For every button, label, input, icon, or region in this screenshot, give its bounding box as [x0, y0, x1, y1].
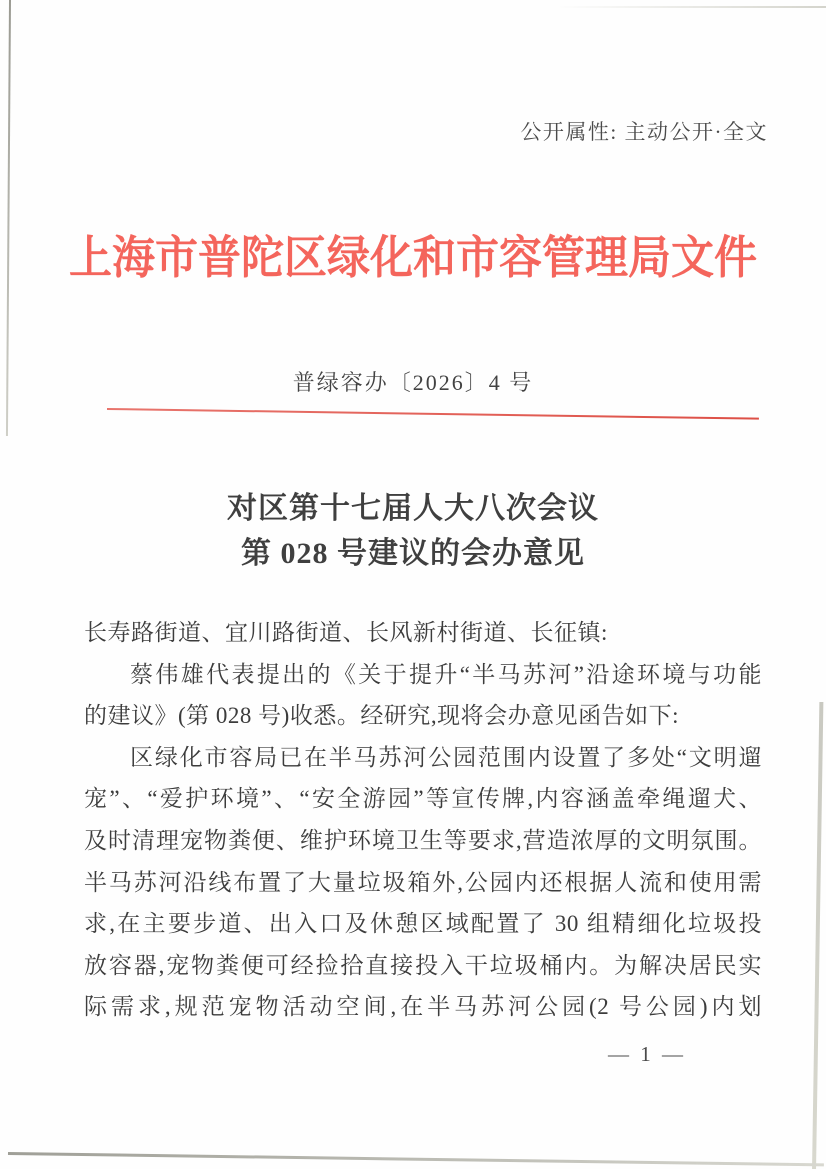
body-line: 半马苏河沿线布置了大量垃圾箱外,公园内还根据人流和使用需	[84, 869, 762, 895]
scan-edge-top	[556, 6, 826, 8]
body-line: 宠”、“爱护环境”、“安全游园”等宣传牌,内容涵盖牵绳遛犬、	[84, 786, 762, 812]
body-line: 区绿化市容局已在半马苏河公园范围内设置了多处“文明遛	[130, 744, 762, 770]
red-divider-rule	[107, 408, 759, 420]
scan-edge-bottom	[8, 1152, 824, 1166]
body-line: 放容器,宠物粪便可经捡拾直接投入干垃圾桶内。为解决居民实	[84, 952, 762, 978]
body-line: 及时清理宠物粪便、维护环境卫生等要求,营造浓厚的文明氛围。	[84, 827, 762, 853]
subject-title-line1: 对区第十七届人大八次会议	[227, 492, 599, 525]
page-number: — 1 —	[608, 1042, 686, 1066]
document-number: 普绿容办〔2026〕4 号	[292, 370, 534, 395]
body-line: 的建议》(第 028 号)收悉。经研究,现将会办意见函告如下:	[84, 703, 679, 729]
subject-title	[0, 486, 826, 576]
scan-edge-right	[812, 702, 823, 1169]
disclosure-attribute-label: 公开属性: 主动公开·全文	[520, 120, 768, 144]
body-line: 蔡伟雄代表提出的《关于提升“半马苏河”沿途环境与功能	[130, 661, 762, 687]
agency-banner-title: 上海市普陀区绿化和市容管理局文件	[69, 233, 757, 284]
document-body	[84, 612, 762, 1028]
subject-title-line2: 第 028 号建议的会办意见	[241, 537, 585, 570]
body-line: 际需求,规范宠物活动空间,在半马苏河公园(2 号公园)内划	[84, 994, 762, 1020]
body-line-recipients: 长寿路街道、宜川路街道、长风新村街道、长征镇:	[84, 620, 608, 645]
body-line: 求,在主要步道、出入口及休憩区域配置了 30 组精细化垃圾投	[84, 911, 762, 937]
